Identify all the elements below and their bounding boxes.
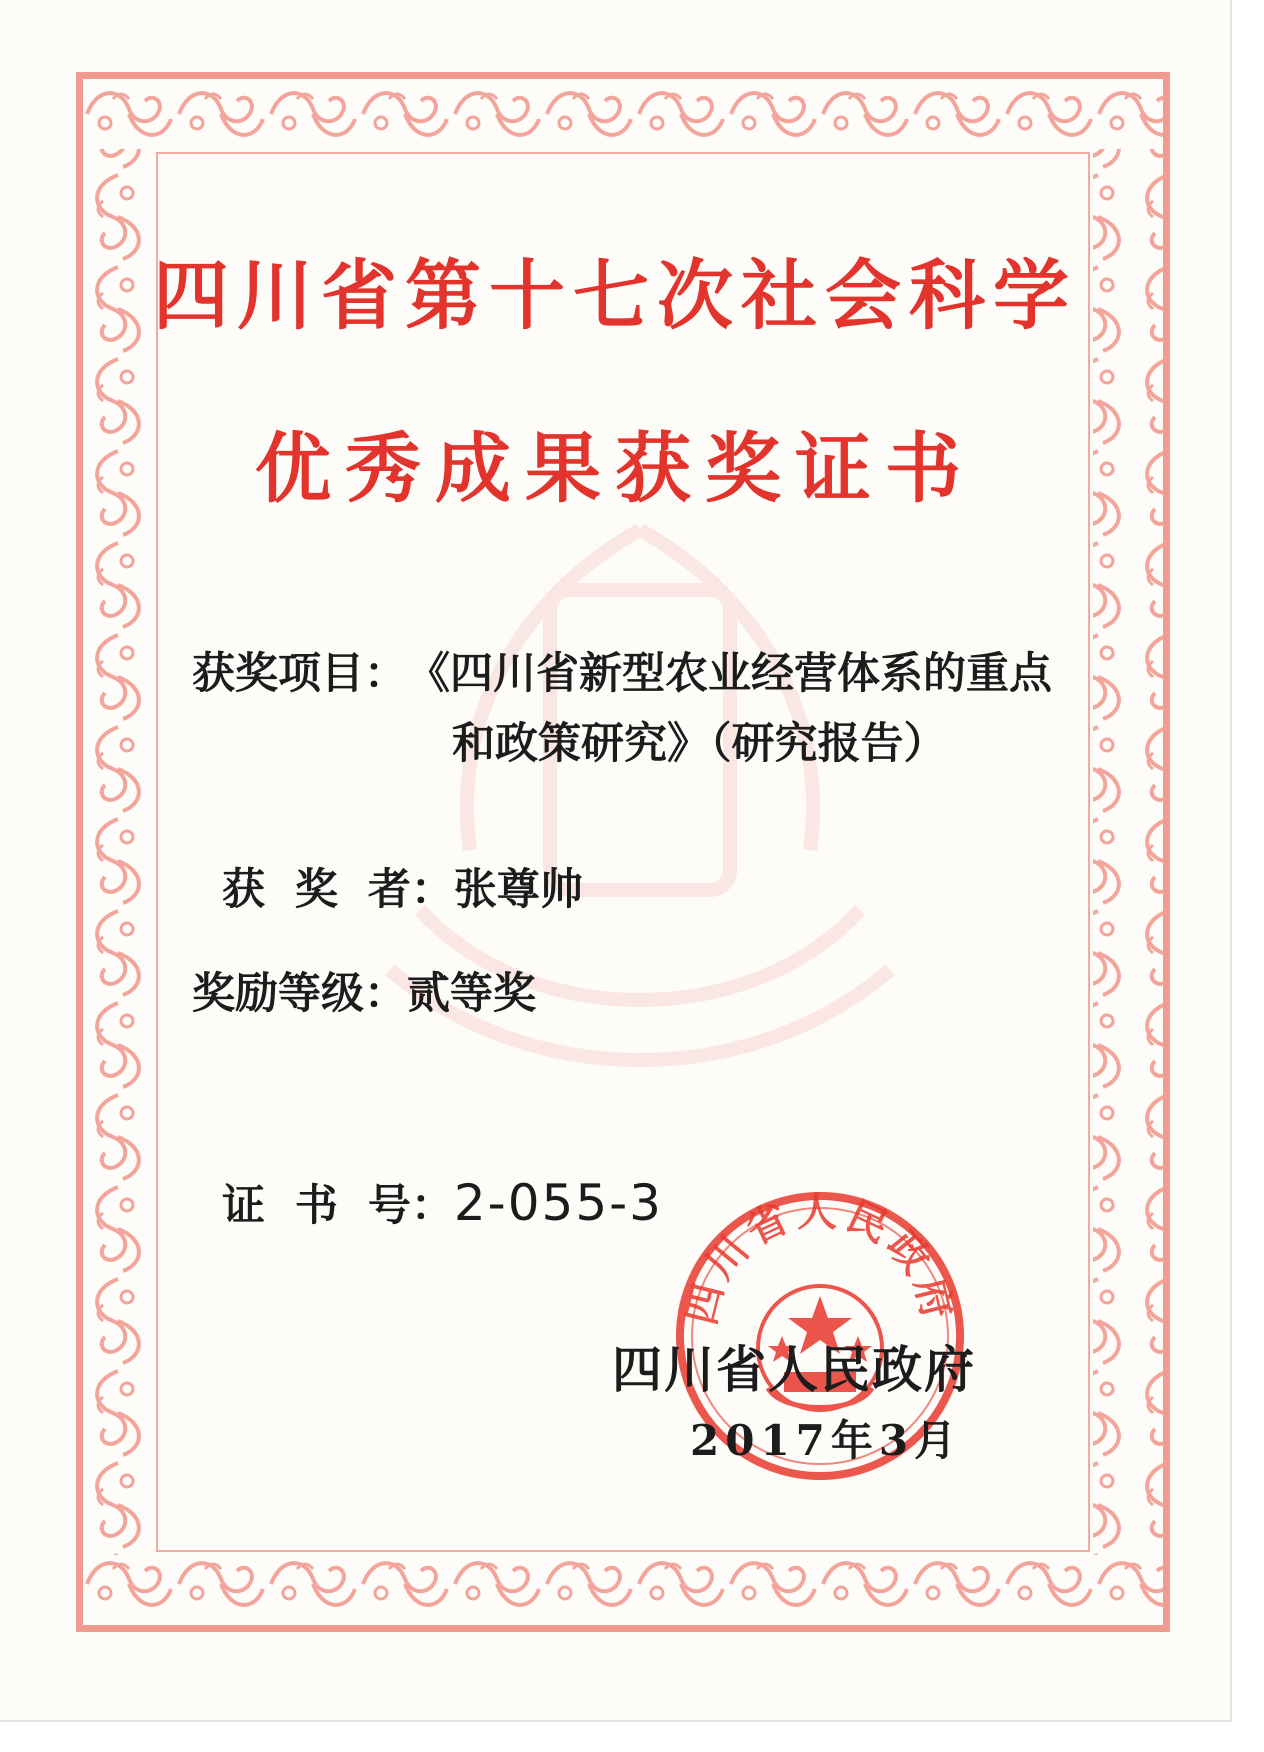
project-value-line2: 和政策研究》（研究报告）	[452, 719, 947, 769]
level-value: 贰等奖	[407, 969, 536, 1019]
issuer-name: 四川省人民政府	[612, 1340, 976, 1399]
level-label: 奖励等级：	[192, 969, 407, 1019]
certificate-title-line1: 四川省第十七次社会科学	[153, 251, 1077, 340]
svg-text:四川省人民政府: 四川省人民政府	[678, 1189, 962, 1330]
project-field	[192, 640, 1052, 701]
project-value-continuation	[452, 710, 947, 771]
winner-value: 张尊帅	[453, 865, 583, 915]
issue-date: 2017年3月	[690, 1416, 963, 1465]
winner-field	[192, 806, 583, 917]
certificate-title-line2: 优秀成果获奖证书	[255, 424, 975, 513]
number-label: 证 书 号：	[221, 1181, 454, 1231]
project-value-line1: 《四川省新型农业经营体系的重点	[407, 649, 1052, 699]
winner-label: 获 奖 者：	[221, 865, 454, 915]
number-field	[192, 1122, 663, 1233]
project-label: 获奖项目：	[192, 649, 407, 699]
certificate-number: 2-055-3	[453, 1174, 663, 1232]
level-field	[192, 960, 536, 1021]
